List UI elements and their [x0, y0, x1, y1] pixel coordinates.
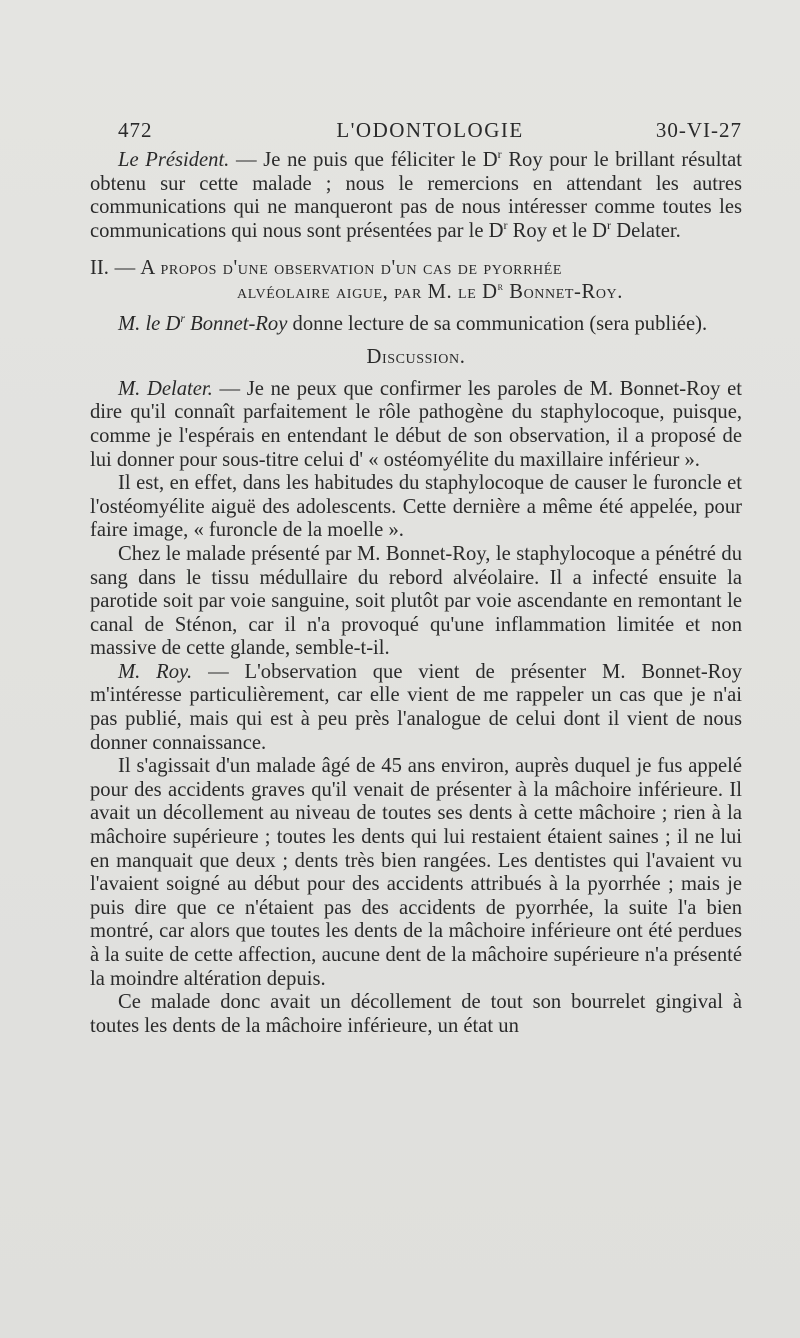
section-title-line2: alvéolaire aigue, par M. le $D^r$ Bonnet-Roy.: [236, 278, 623, 303]
paragraph-malade: Chez le malade présenté par M. Bonnet-Roy, le staphylocoque a pénétré du sang dans le tissu médullaire du rebord alvéolaire. Il a infecté ensuite la parotide soit par voie sanguine, soit plutôt par voie ascendante en remontant le canal de Sténon, car il n'a provoqué qu'une inflammation limitée et non massive de cette glande, semble-t-il.: [90, 542, 742, 660]
paragraph-case: Il s'agissait d'un malade âgé de 45 ans environ, auprès duquel je fus appelé pour des accidents graves qu'il venait de présenter à la mâchoire inférieure. Il avait un décollement au niveau de toutes ses dents à cette mâchoire ; rien à la mâchoire supérieure ; toutes les dents qui lui restaient étaient saines ; il ne lui en manquait que deux ; dents très bien rangées. Les dentistes qui l'avaient vu l'avaient soigné au début pour des accidents attribués à la pyorrhée ; mais je puis dire que ce n'étaient pas des accidents de pyorrhée, la suite l'a bien montré, car alors que toutes les dents de la mâchoire inférieure ont été perdues à la suite de cette affection, aucune dent de la mâchoire supérieure n'a présenté la moindre altération depuis.: [90, 755, 742, 990]
body-text: [90, 149, 742, 1038]
paragraph-staphylocoque: Il est, en effet, dans les habitudes du staphylocoque de causer le furoncle et l'ostéomyélite aiguë des adolescents. Cette dernière a même été appelée, pour faire image, « furoncle de la moelle ».: [90, 472, 742, 542]
section-number: II.: [90, 257, 109, 280]
paragraph-president: Le Président. — Je ne puis que féliciter le $D^r$ Roy pour le brillant résultat obtenu sur cette malade ; nous le remercions en attendant les autres communications qui ne manqueront pas de nous intéresser comme toutes les communications qui nous sont présentées par le $D^r$ Roy et le $D^r$ Delater.: [90, 147, 742, 242]
journal-title: L'ODONTOLOGIE: [336, 118, 524, 142]
speaker-name: Le Président.: [118, 149, 230, 171]
discussion-heading: Discussion.: [366, 346, 466, 369]
paragraph-continuation: Ce malade donc avait un décollement de tout son bourrelet gingival à toutes les dents de la mâchoire inférieure, un état un: [90, 991, 742, 1037]
speaker-name: M. Roy.: [118, 660, 193, 683]
paragraph-delater: M. Delater. — Je ne peux que confirmer les paroles de M. Bonnet-Roy et dire qu'il connaît parfaitement le rôle pathogène du staphylocoque, puisque, comme je l'espérais en entendant le début de son observation, il a proposé de lui donner pour sous-titre celui d' « ostéomyélite du maxillaire inférieur ».: [90, 377, 743, 471]
issue-date: 30-VI-27: [655, 118, 742, 142]
speaker-name: M. Delater.: [118, 377, 213, 400]
running-header: [118, 118, 742, 144]
section-title: II. — A propos d'une observation d'un cas de pyorrhée: [90, 257, 563, 280]
page-number: 472: [118, 118, 153, 142]
paragraph-roy: M. Roy. — L'observation que vient de présenter M. Bonnet-Roy m'intéresse particulièrement, car elle vient de me rappeler un cas que je n'ai pas publié, mais qui est à peu près l'analogue de celui dont il vient de nous donner connaissance.: [90, 660, 743, 754]
speaker-name: M. le $D^r$ Bonnet-Roy: [118, 310, 288, 335]
paragraph-bonnet-roy: M. le $D^r$ Bonnet-Roy donne lecture de sa communication (sera publiée).: [118, 310, 708, 335]
